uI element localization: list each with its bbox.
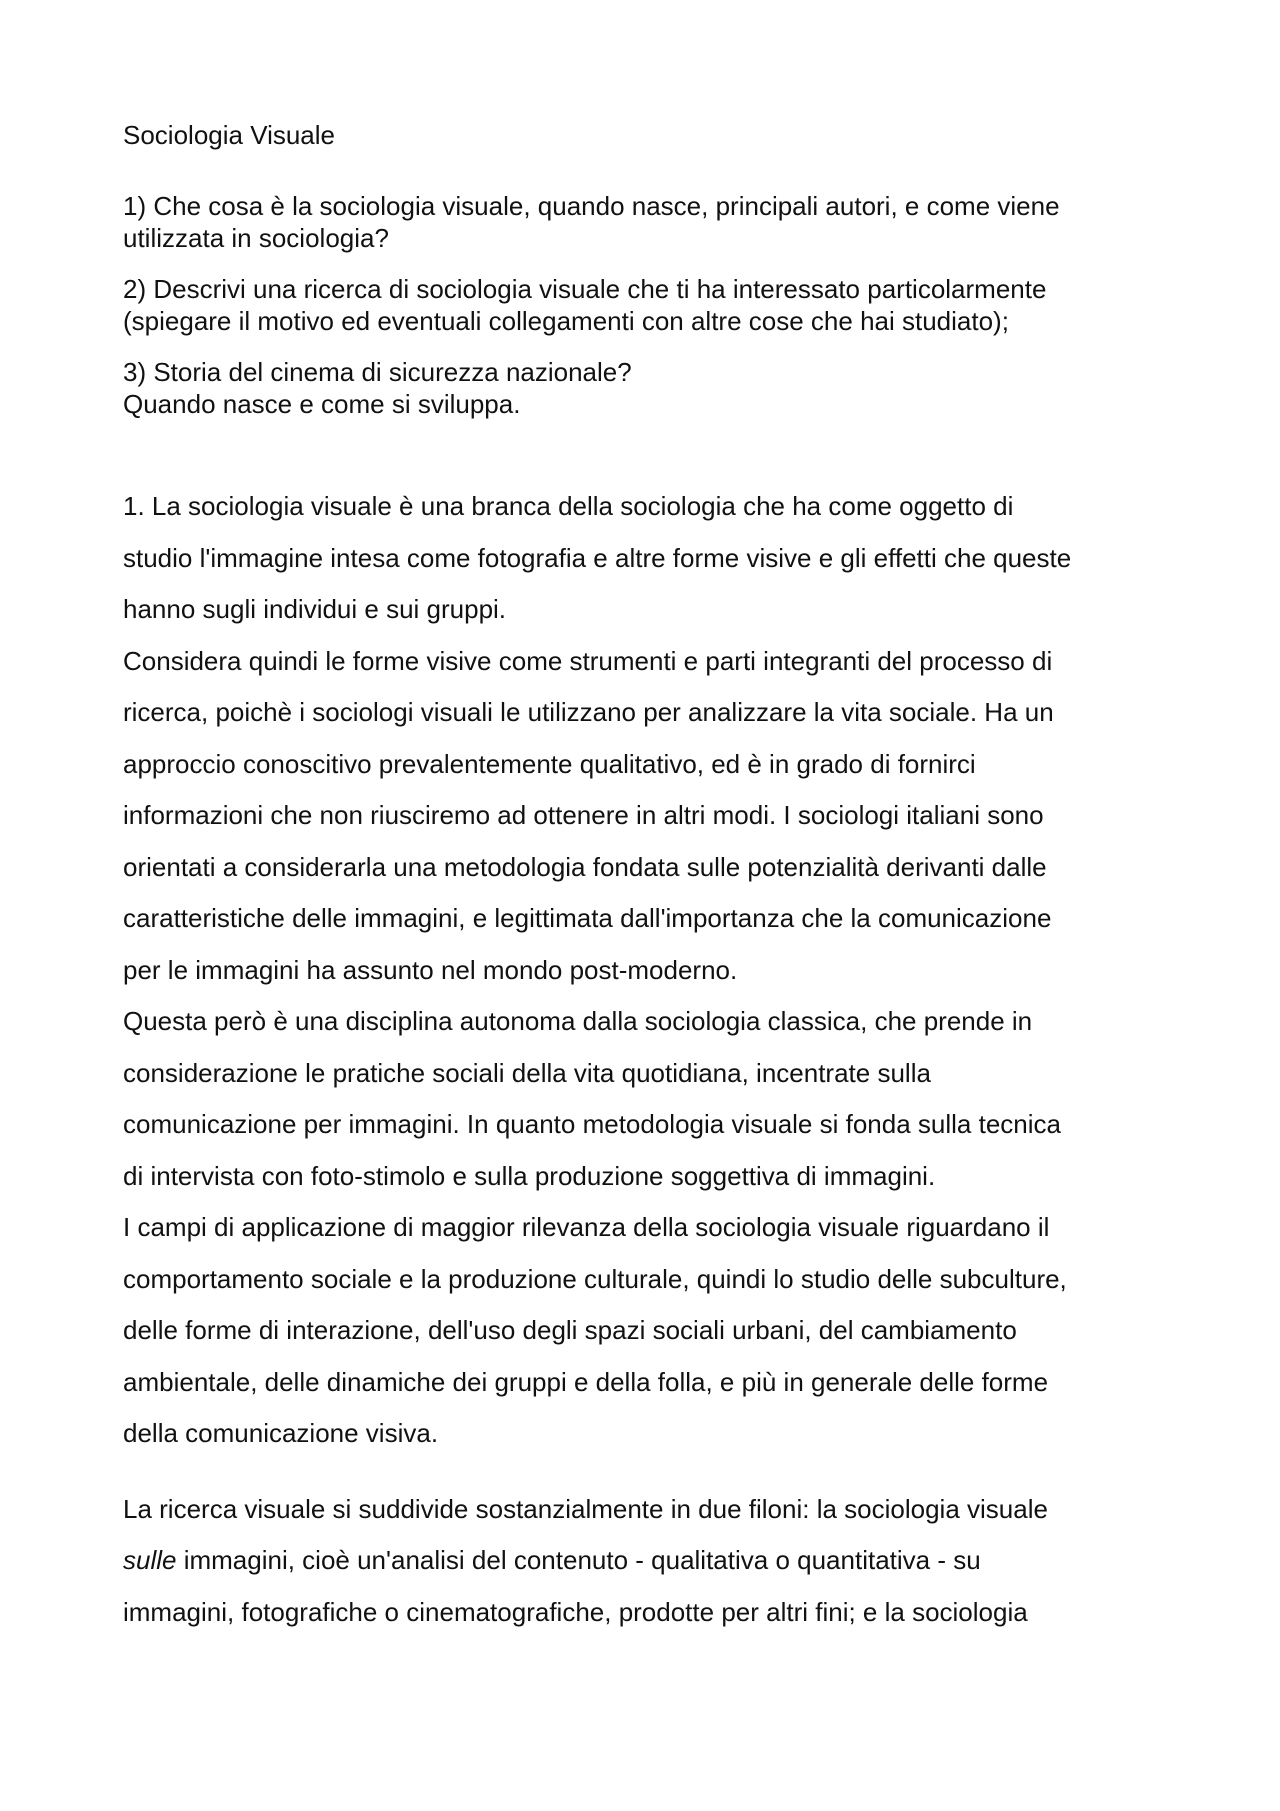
question-line: (spiegare il motivo ed eventuali collegamenti con altre cose che hai studiato);: [123, 306, 1009, 336]
paragraph-line: di intervista con foto-stimolo e sulla produzione soggettiva di immagini.: [123, 1160, 936, 1191]
question-line: 3) Storia del cinema di sicurezza nazionale?: [123, 357, 632, 387]
question-line: 2) Descrivi una ricerca di sociologia visuale che ti ha interessato particolarmente: [123, 274, 1047, 304]
paragraph-line-rest: immagini, cioè un'analisi del contenuto - qualitativa o quantitativa - su: [176, 1545, 981, 1575]
paragraph-line: approccio conoscitivo prevalentemente qualitativo, ed è in grado di fornirci: [123, 748, 976, 779]
italic-word: sulle: [123, 1545, 177, 1575]
question-1: [123, 190, 1173, 254]
paragraph-line: La ricerca visuale si suddivide sostanzialmente in due filoni: la sociologia visuale: [123, 1493, 1048, 1524]
paragraph-line: 1. La sociologia visuale è una branca della sociologia che ha come oggetto di: [123, 491, 1014, 521]
answer-section: [123, 481, 1173, 1638]
paragraph-line: comportamento sociale e la produzione culturale, quindi lo studio delle subculture,: [123, 1263, 1067, 1294]
paragraph-line: caratteristiche delle immagini, e legittimata dall'importanza che la comunicazione: [123, 903, 1052, 933]
question-line: utilizzata in sociologia?: [123, 223, 389, 253]
document-page: [123, 120, 1173, 1638]
paragraph-line: della comunicazione visiva.: [123, 1418, 439, 1448]
paragraph-line: informazioni che non riusciremo ad ottenere in altri modi. I sociologi italiani sono: [123, 800, 1044, 830]
answer-paragraph-2: [123, 636, 1173, 997]
paragraph-line: [123, 1535, 1173, 1587]
document-title: Sociologia Visuale: [123, 120, 335, 150]
answer-paragraph-4: [123, 1202, 1173, 1460]
paragraph-line: immagini, fotografiche o cinematografiche, prodotte per altri fini; e la sociologia: [123, 1596, 1028, 1627]
paragraph-line: comunicazione per immagini. In quanto metodologia visuale si fonda sulla tecnica: [123, 1109, 1061, 1139]
answer-paragraph-3: [123, 996, 1173, 1202]
paragraph-line: I campi di applicazione di maggior rilevanza della sociologia visuale riguardano il: [123, 1212, 1050, 1242]
question-line: Quando nasce e come si sviluppa.: [123, 389, 521, 419]
paragraph-line: hanno sugli individui e sui gruppi.: [123, 594, 507, 624]
paragraph-line: per le immagini ha assunto nel mondo post-moderno.: [123, 954, 738, 985]
question-2: [123, 273, 1173, 337]
answer-paragraph-5: [123, 1484, 1173, 1639]
paragraph-line: Questa però è una disciplina autonoma dalla sociologia classica, che prende in: [123, 1006, 1033, 1036]
paragraph-line: Considera quindi le forme visive come strumenti e parti integranti del processo di: [123, 645, 1053, 676]
paragraph-line: considerazione le pratiche sociali della vita quotidiana, incentrate sulla: [123, 1057, 931, 1088]
paragraph-line: ambientale, delle dinamiche dei gruppi e della folla, e più in generale delle forme: [123, 1366, 1049, 1397]
question-line: 1) Che cosa è la sociologia visuale, quando nasce, principali autori, e come viene: [123, 191, 1060, 221]
paragraph-line: delle forme di interazione, dell'uso degli spazi sociali urbani, del cambiamento: [123, 1315, 1017, 1345]
paragraph-line: studio l'immagine intesa come fotografia e altre forme visive e gli effetti che queste: [123, 542, 1072, 573]
question-list: [123, 190, 1173, 420]
paragraph-line: ricerca, poichè i sociologi visuali le utilizzano per analizzare la vita sociale. Ha un: [123, 697, 1054, 727]
paragraph-line: orientati a considerarla una metodologia fondata sulle potenzialità derivanti dalle: [123, 851, 1047, 882]
question-3: [123, 356, 1173, 420]
answer-paragraph-1: [123, 481, 1173, 636]
